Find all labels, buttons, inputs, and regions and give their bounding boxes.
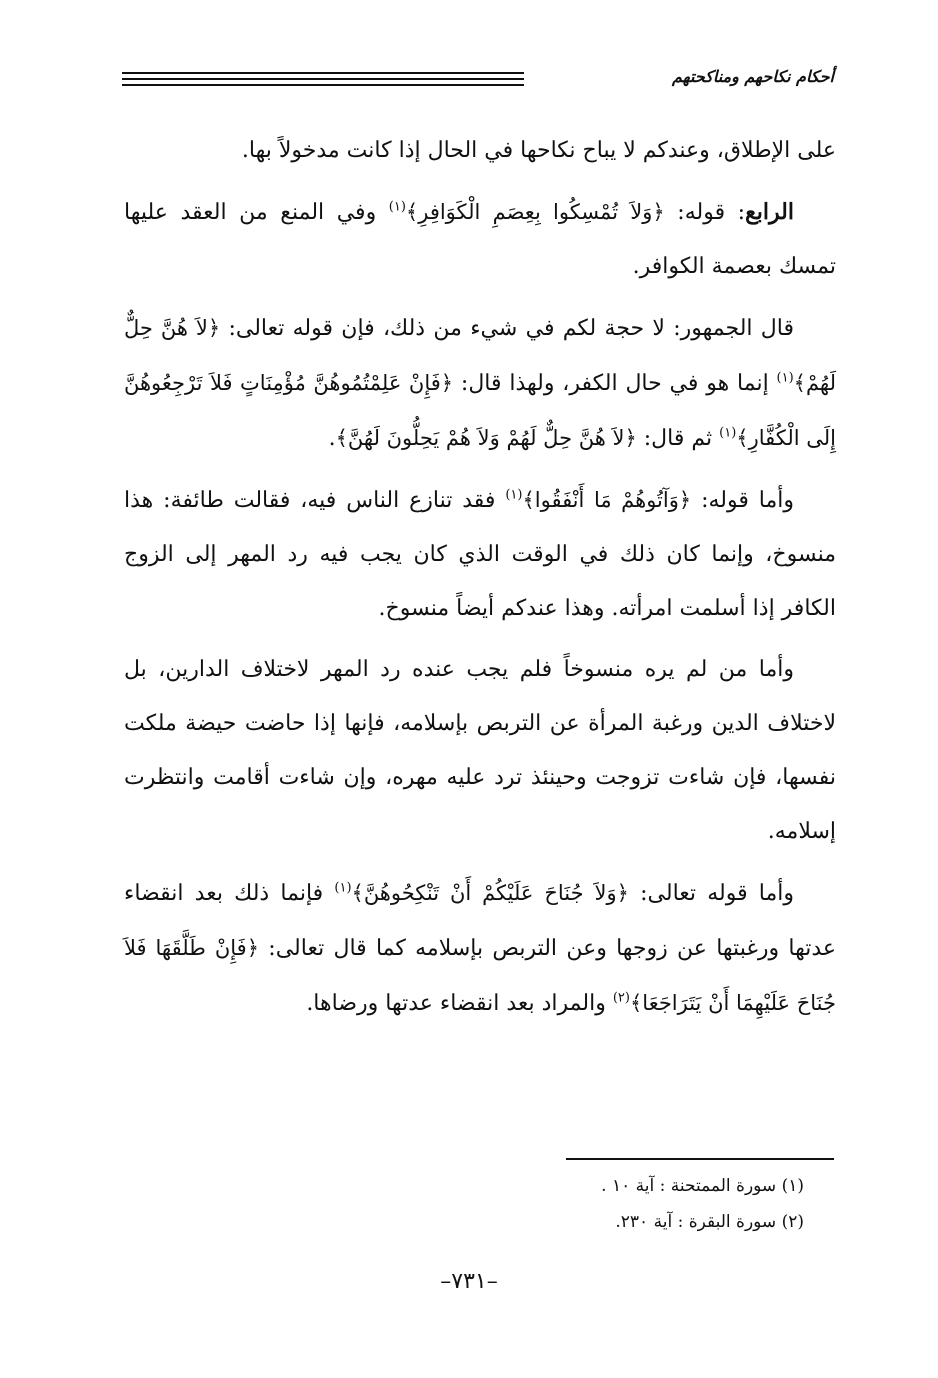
header-title: أحكام نكاحهم ومناكحتهم — [672, 67, 834, 86]
footnote-ref: (١) — [505, 487, 523, 503]
quran-verse: ﴿فَإِنْ طَلَّقَهَا فَلاَ جُنَاحَ عَلَيْهِمَا أَنْ يَتَرَاجَعَا﴾ — [124, 936, 836, 1015]
footnote-ref: (١) — [776, 370, 794, 386]
quran-verse: ﴿لاَ هُنَّ حِلٌّ لَهُمْ﴾ — [124, 316, 837, 395]
footnote-ref: (١) — [719, 425, 737, 441]
paragraph-2 — [124, 185, 836, 294]
footnote-ref: (١) — [334, 880, 352, 896]
quran-verse: ﴿وَآتُوهُمْ مَا أَنْفَقُوا﴾ — [522, 488, 692, 512]
page-number: –٧٣١– — [440, 1269, 498, 1294]
paragraph-text: فإنما ذلك بعد انقضاء عدتها ورغبتها عن زوجها وعن التربص بإسلامه كما قال تعالى: — [124, 881, 837, 961]
paragraph-text: . — [328, 426, 336, 451]
paragraph-1 — [124, 124, 836, 178]
paragraph-text: وأما من لم يره منسوخاً فلم يجب عنده رد المهر لاختلاف الدارين، بل لاختلاف الدين ورغبة المرأة عن التربص بإسلامه، فإنها إذا حاضت حيضة ملكت نفسها، فإن شاءت تزوجت وحينئذ ترد عليه مهره، وإن شاءت أقامت وانتظرت إسلامه. — [124, 657, 836, 844]
section-lead: الرابع — [745, 199, 794, 225]
footnote-ref: (٢) — [612, 990, 630, 1006]
quran-verse: ﴿وَلاَ جُنَاحَ عَلَيْكُمْ أَنْ تَنْكِحُوهُنَّ﴾ — [351, 881, 629, 905]
footnote-2: (٢) سورة البقرة : آية ٢٣٠. — [615, 1212, 804, 1232]
paragraph-text: فقد تنازع الناس فيه، فقالت طائفة: هذا منسوخ، وإنما كان ذلك في الوقت الذي كان يجب فيه رد المهر إلى الزوج الكافر إذا أسلمت امرأته. وهذا عندكم أيضاً منسوخ. — [124, 488, 836, 621]
paragraph-6 — [124, 866, 836, 1031]
paragraph-4 — [124, 473, 836, 636]
header-rule — [122, 78, 524, 80]
paragraph-text: قال الجمهور: لا حجة لكم في شيء من ذلك، فإن قوله تعالى: — [220, 316, 795, 341]
footnotes — [404, 1168, 804, 1240]
header-rule — [122, 72, 524, 74]
paragraph-text: وأما قوله تعالى: — [628, 881, 795, 906]
body-text — [124, 124, 836, 1038]
quran-verse: ﴿فَإِنْ عَلِمْتُمُوهُنَّ مُؤْمِنَاتٍ فَلاَ تَرْجِعُوهُنَّ إِلَى الْكُفَّارِ﴾ — [124, 371, 836, 450]
paragraph-text: على الإطلاق، وعندكم لا يباح نكاحها في الحال إذا كانت مدخولاً بها. — [241, 138, 836, 163]
quran-verse: ﴿وَلاَ تُمْسِكُوا بِعِصَمِ الْكَوَافِرِ﴾ — [405, 200, 665, 224]
running-header — [122, 62, 834, 96]
paragraph-text: والمراد بعد انقضاء عدتها ورضاها. — [306, 991, 613, 1016]
paragraph-5 — [124, 643, 836, 859]
paragraph-text: : قوله: — [664, 200, 746, 225]
paragraph-3 — [124, 301, 836, 466]
paragraph-text: إنما هو في حال الكفر، ولهذا قال: — [453, 371, 777, 396]
header-rule — [122, 84, 524, 86]
paragraph-text: وأما قوله: — [691, 488, 794, 513]
footnote-separator — [566, 1158, 834, 1160]
footnote-1: (١) سورة الممتحنة : آية ١٠ . — [601, 1176, 804, 1196]
paragraph-text: وفي المنع من العقد عليها تمسك بعصمة الكوافر. — [124, 200, 836, 279]
quran-verse: ﴿لاَ هُنَّ حِلٌّ لَهُمْ وَلاَ هُمْ يَحِلُّونَ لَهُنَّ﴾ — [335, 426, 637, 450]
footnote-ref: (١) — [388, 199, 406, 215]
paragraph-text: ثم قال: — [636, 426, 720, 451]
